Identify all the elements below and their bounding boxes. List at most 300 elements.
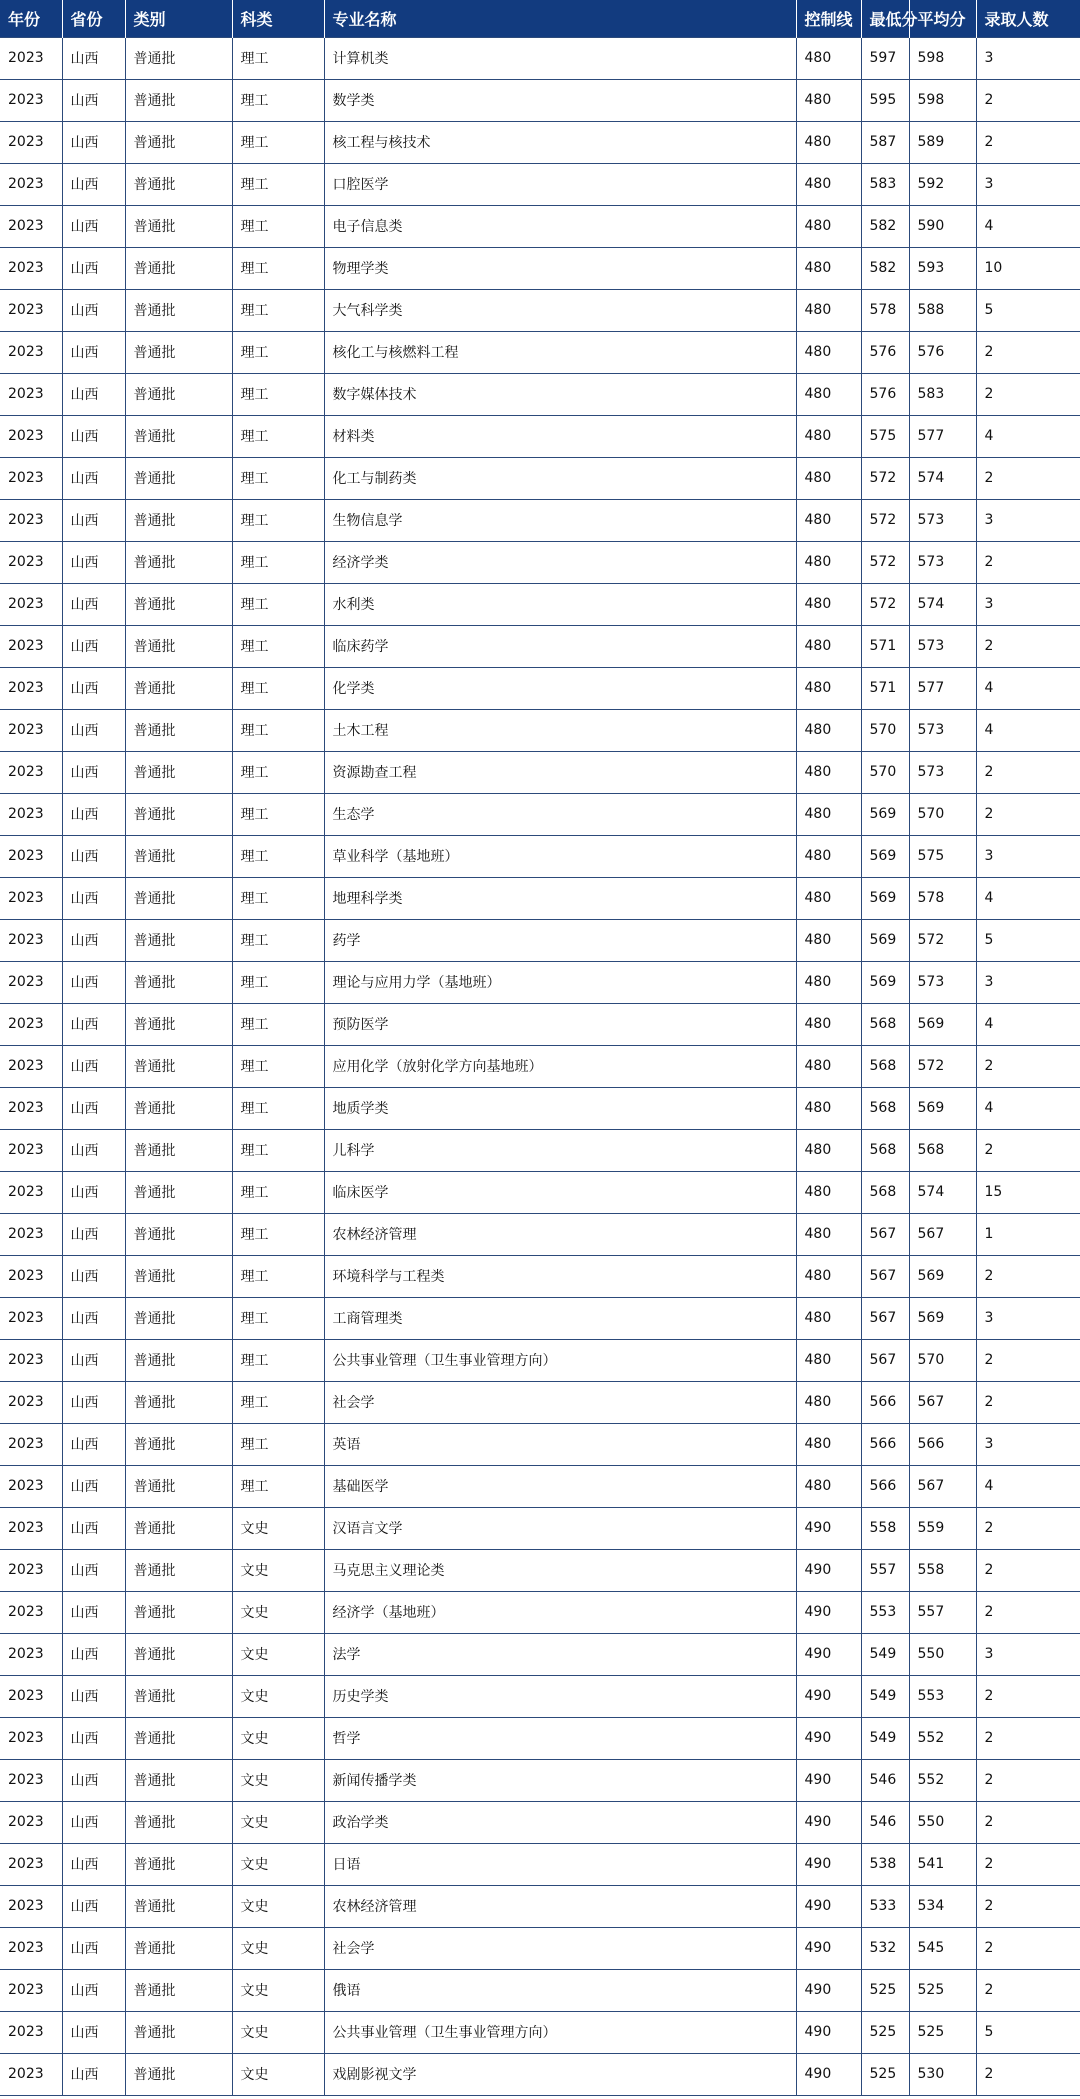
cell-subject-type: 理工 — [232, 163, 324, 205]
cell-year: 2023 — [0, 1633, 62, 1675]
cell-avg-score: 557 — [909, 1591, 976, 1633]
cell-year: 2023 — [0, 1927, 62, 1969]
cell-min-score: 569 — [861, 877, 909, 919]
cell-batch: 普通批 — [125, 1717, 232, 1759]
cell-major-name: 理论与应用力学（基地班） — [324, 961, 796, 1003]
table-row — [0, 1465, 1080, 1507]
cell-min-score: 569 — [861, 919, 909, 961]
cell-control-line: 480 — [796, 583, 861, 625]
header-control-line: 控制线 — [796, 0, 861, 37]
cell-batch: 普通批 — [125, 457, 232, 499]
cell-avg-score: 566 — [909, 1423, 976, 1465]
cell-admitted-count: 5 — [976, 919, 1080, 961]
cell-control-line: 490 — [796, 1759, 861, 1801]
cell-min-score: 566 — [861, 1465, 909, 1507]
table-row — [0, 1717, 1080, 1759]
cell-province: 山西 — [62, 1423, 125, 1465]
cell-admitted-count: 15 — [976, 1171, 1080, 1213]
cell-major-name: 数学类 — [324, 79, 796, 121]
cell-control-line: 490 — [796, 1927, 861, 1969]
cell-province: 山西 — [62, 1255, 125, 1297]
cell-avg-score: 525 — [909, 1969, 976, 2011]
table-row — [0, 1129, 1080, 1171]
cell-admitted-count: 4 — [976, 415, 1080, 457]
table-row — [0, 1045, 1080, 1087]
cell-admitted-count: 2 — [976, 373, 1080, 415]
cell-subject-type: 理工 — [232, 415, 324, 457]
cell-admitted-count: 3 — [976, 163, 1080, 205]
cell-year: 2023 — [0, 1129, 62, 1171]
cell-admitted-count: 2 — [976, 1129, 1080, 1171]
cell-major-name: 药学 — [324, 919, 796, 961]
cell-subject-type: 文史 — [232, 1843, 324, 1885]
cell-year: 2023 — [0, 583, 62, 625]
cell-avg-score: 541 — [909, 1843, 976, 1885]
cell-min-score: 582 — [861, 205, 909, 247]
cell-major-name: 公共事业管理（卫生事业管理方向） — [324, 1339, 796, 1381]
cell-admitted-count: 2 — [976, 1675, 1080, 1717]
cell-subject-type: 理工 — [232, 1003, 324, 1045]
cell-admitted-count: 5 — [976, 2011, 1080, 2053]
cell-year: 2023 — [0, 709, 62, 751]
cell-admitted-count: 2 — [976, 2053, 1080, 2095]
cell-control-line: 480 — [796, 163, 861, 205]
cell-min-score: 568 — [861, 1087, 909, 1129]
cell-avg-score: 590 — [909, 205, 976, 247]
table-row — [0, 247, 1080, 289]
cell-min-score: 576 — [861, 373, 909, 415]
cell-province: 山西 — [62, 835, 125, 877]
cell-batch: 普通批 — [125, 2053, 232, 2095]
cell-year: 2023 — [0, 835, 62, 877]
cell-subject-type: 理工 — [232, 1465, 324, 1507]
cell-subject-type: 理工 — [232, 247, 324, 289]
table-row — [0, 751, 1080, 793]
header-min-score: 最低分 — [861, 0, 909, 37]
table-row — [0, 1423, 1080, 1465]
cell-control-line: 480 — [796, 793, 861, 835]
cell-year: 2023 — [0, 1843, 62, 1885]
table-row — [0, 457, 1080, 499]
cell-province: 山西 — [62, 415, 125, 457]
cell-major-name: 俄语 — [324, 1969, 796, 2011]
table-row — [0, 331, 1080, 373]
cell-avg-score: 550 — [909, 1801, 976, 1843]
cell-avg-score: 567 — [909, 1381, 976, 1423]
cell-batch: 普通批 — [125, 667, 232, 709]
cell-major-name: 核化工与核燃料工程 — [324, 331, 796, 373]
cell-admitted-count: 2 — [976, 457, 1080, 499]
cell-control-line: 480 — [796, 1465, 861, 1507]
cell-year: 2023 — [0, 2011, 62, 2053]
table-row — [0, 667, 1080, 709]
table-row — [0, 415, 1080, 457]
cell-batch: 普通批 — [125, 1129, 232, 1171]
cell-batch: 普通批 — [125, 625, 232, 667]
cell-control-line: 480 — [796, 1381, 861, 1423]
cell-avg-score: 577 — [909, 667, 976, 709]
cell-province: 山西 — [62, 1129, 125, 1171]
cell-subject-type: 文史 — [232, 1675, 324, 1717]
cell-admitted-count: 2 — [976, 1801, 1080, 1843]
table-row — [0, 919, 1080, 961]
cell-province: 山西 — [62, 1717, 125, 1759]
cell-admitted-count: 5 — [976, 289, 1080, 331]
cell-admitted-count: 2 — [976, 1885, 1080, 1927]
table-row — [0, 1255, 1080, 1297]
cell-province: 山西 — [62, 541, 125, 583]
table-row — [0, 1801, 1080, 1843]
cell-subject-type: 理工 — [232, 1045, 324, 1087]
cell-batch: 普通批 — [125, 1255, 232, 1297]
cell-min-score: 567 — [861, 1297, 909, 1339]
cell-avg-score: 569 — [909, 1297, 976, 1339]
cell-admitted-count: 2 — [976, 1381, 1080, 1423]
cell-year: 2023 — [0, 1255, 62, 1297]
cell-admitted-count: 2 — [976, 1339, 1080, 1381]
cell-min-score: 538 — [861, 1843, 909, 1885]
cell-province: 山西 — [62, 121, 125, 163]
cell-control-line: 480 — [796, 1087, 861, 1129]
cell-major-name: 社会学 — [324, 1381, 796, 1423]
cell-avg-score: 575 — [909, 835, 976, 877]
table-row — [0, 961, 1080, 1003]
table-row — [0, 289, 1080, 331]
cell-year: 2023 — [0, 163, 62, 205]
cell-avg-score: 598 — [909, 79, 976, 121]
cell-control-line: 480 — [796, 457, 861, 499]
cell-province: 山西 — [62, 709, 125, 751]
cell-major-name: 临床医学 — [324, 1171, 796, 1213]
cell-avg-score: 525 — [909, 2011, 976, 2053]
table-row — [0, 1381, 1080, 1423]
cell-year: 2023 — [0, 667, 62, 709]
cell-year: 2023 — [0, 919, 62, 961]
cell-year: 2023 — [0, 1675, 62, 1717]
cell-min-score: 569 — [861, 961, 909, 1003]
cell-year: 2023 — [0, 1717, 62, 1759]
cell-control-line: 480 — [796, 877, 861, 919]
cell-batch: 普通批 — [125, 1801, 232, 1843]
cell-avg-score: 558 — [909, 1549, 976, 1591]
cell-province: 山西 — [62, 1759, 125, 1801]
cell-avg-score: 552 — [909, 1717, 976, 1759]
cell-major-name: 汉语言文学 — [324, 1507, 796, 1549]
cell-batch: 普通批 — [125, 1507, 232, 1549]
cell-batch: 普通批 — [125, 1549, 232, 1591]
cell-batch: 普通批 — [125, 163, 232, 205]
cell-admitted-count: 2 — [976, 541, 1080, 583]
cell-subject-type: 文史 — [232, 1927, 324, 1969]
cell-year: 2023 — [0, 415, 62, 457]
cell-major-name: 物理学类 — [324, 247, 796, 289]
cell-subject-type: 理工 — [232, 835, 324, 877]
cell-year: 2023 — [0, 1297, 62, 1339]
cell-batch: 普通批 — [125, 1465, 232, 1507]
cell-admitted-count: 2 — [976, 1717, 1080, 1759]
table-row — [0, 121, 1080, 163]
cell-min-score: 578 — [861, 289, 909, 331]
cell-year: 2023 — [0, 1045, 62, 1087]
cell-batch: 普通批 — [125, 1759, 232, 1801]
cell-avg-score: 574 — [909, 583, 976, 625]
cell-year: 2023 — [0, 1381, 62, 1423]
cell-control-line: 480 — [796, 709, 861, 751]
cell-min-score: 572 — [861, 583, 909, 625]
table-row — [0, 1927, 1080, 1969]
cell-province: 山西 — [62, 1465, 125, 1507]
cell-province: 山西 — [62, 1927, 125, 1969]
cell-control-line: 480 — [796, 1003, 861, 1045]
cell-subject-type: 理工 — [232, 541, 324, 583]
cell-batch: 普通批 — [125, 331, 232, 373]
cell-year: 2023 — [0, 793, 62, 835]
cell-province: 山西 — [62, 289, 125, 331]
cell-min-score: 525 — [861, 1969, 909, 2011]
cell-admitted-count: 2 — [976, 1927, 1080, 1969]
cell-subject-type: 理工 — [232, 751, 324, 793]
cell-avg-score: 578 — [909, 877, 976, 919]
header-major-name: 专业名称 — [324, 0, 796, 37]
cell-major-name: 化学类 — [324, 667, 796, 709]
cell-admitted-count: 1 — [976, 1213, 1080, 1255]
cell-avg-score: 550 — [909, 1633, 976, 1675]
cell-admitted-count: 2 — [976, 1255, 1080, 1297]
cell-control-line: 480 — [796, 625, 861, 667]
table-row — [0, 583, 1080, 625]
cell-major-name: 哲学 — [324, 1717, 796, 1759]
cell-subject-type: 文史 — [232, 1885, 324, 1927]
cell-major-name: 水利类 — [324, 583, 796, 625]
cell-year: 2023 — [0, 961, 62, 1003]
cell-province: 山西 — [62, 877, 125, 919]
cell-control-line: 490 — [796, 1675, 861, 1717]
cell-batch: 普通批 — [125, 1633, 232, 1675]
header-subject-type: 科类 — [232, 0, 324, 37]
cell-province: 山西 — [62, 1675, 125, 1717]
cell-batch: 普通批 — [125, 793, 232, 835]
cell-admitted-count: 2 — [976, 1759, 1080, 1801]
table-row — [0, 1759, 1080, 1801]
table-row — [0, 1549, 1080, 1591]
table-row — [0, 1843, 1080, 1885]
table-row — [0, 625, 1080, 667]
cell-avg-score: 593 — [909, 247, 976, 289]
cell-min-score: 549 — [861, 1717, 909, 1759]
cell-control-line: 480 — [796, 961, 861, 1003]
cell-control-line: 480 — [796, 205, 861, 247]
cell-batch: 普通批 — [125, 121, 232, 163]
cell-batch: 普通批 — [125, 37, 232, 79]
cell-batch: 普通批 — [125, 1675, 232, 1717]
cell-min-score: 525 — [861, 2011, 909, 2053]
cell-year: 2023 — [0, 1969, 62, 2011]
cell-year: 2023 — [0, 1087, 62, 1129]
cell-major-name: 生态学 — [324, 793, 796, 835]
cell-batch: 普通批 — [125, 541, 232, 583]
cell-control-line: 480 — [796, 247, 861, 289]
cell-major-name: 日语 — [324, 1843, 796, 1885]
cell-avg-score: 572 — [909, 1045, 976, 1087]
cell-province: 山西 — [62, 1339, 125, 1381]
cell-admitted-count: 2 — [976, 121, 1080, 163]
cell-avg-score: 577 — [909, 415, 976, 457]
cell-batch: 普通批 — [125, 1843, 232, 1885]
cell-major-name: 材料类 — [324, 415, 796, 457]
cell-admitted-count: 3 — [976, 1423, 1080, 1465]
cell-avg-score: 545 — [909, 1927, 976, 1969]
table-row — [0, 205, 1080, 247]
cell-avg-score: 572 — [909, 919, 976, 961]
cell-control-line: 490 — [796, 1717, 861, 1759]
cell-year: 2023 — [0, 373, 62, 415]
cell-batch: 普通批 — [125, 79, 232, 121]
cell-batch: 普通批 — [125, 961, 232, 1003]
cell-year: 2023 — [0, 247, 62, 289]
cell-batch: 普通批 — [125, 499, 232, 541]
cell-control-line: 480 — [796, 373, 861, 415]
cell-year: 2023 — [0, 877, 62, 919]
cell-avg-score: 569 — [909, 1255, 976, 1297]
cell-subject-type: 文史 — [232, 1801, 324, 1843]
cell-min-score: 553 — [861, 1591, 909, 1633]
cell-province: 山西 — [62, 961, 125, 1003]
cell-subject-type: 理工 — [232, 1381, 324, 1423]
cell-avg-score: 576 — [909, 331, 976, 373]
cell-batch: 普通批 — [125, 289, 232, 331]
cell-avg-score: 530 — [909, 2053, 976, 2095]
cell-control-line: 490 — [796, 1801, 861, 1843]
cell-min-score: 549 — [861, 1633, 909, 1675]
cell-major-name: 马克思主义理论类 — [324, 1549, 796, 1591]
cell-avg-score: 534 — [909, 1885, 976, 1927]
cell-major-name: 临床药学 — [324, 625, 796, 667]
table-row — [0, 1087, 1080, 1129]
cell-min-score: 572 — [861, 541, 909, 583]
cell-major-name: 资源勘查工程 — [324, 751, 796, 793]
cell-major-name: 数字媒体技术 — [324, 373, 796, 415]
cell-batch: 普通批 — [125, 1423, 232, 1465]
cell-province: 山西 — [62, 1633, 125, 1675]
table-row — [0, 1591, 1080, 1633]
table-row — [0, 37, 1080, 79]
cell-major-name: 预防医学 — [324, 1003, 796, 1045]
cell-subject-type: 文史 — [232, 2011, 324, 2053]
table-row — [0, 1969, 1080, 2011]
table-row — [0, 709, 1080, 751]
cell-admitted-count: 2 — [976, 331, 1080, 373]
table-row — [0, 373, 1080, 415]
cell-batch: 普通批 — [125, 415, 232, 457]
cell-year: 2023 — [0, 1171, 62, 1213]
cell-subject-type: 理工 — [232, 37, 324, 79]
cell-subject-type: 理工 — [232, 583, 324, 625]
cell-batch: 普通批 — [125, 1171, 232, 1213]
cell-subject-type: 理工 — [232, 289, 324, 331]
cell-province: 山西 — [62, 1087, 125, 1129]
cell-admitted-count: 2 — [976, 1591, 1080, 1633]
cell-min-score: 568 — [861, 1003, 909, 1045]
cell-subject-type: 文史 — [232, 1633, 324, 1675]
cell-admitted-count: 4 — [976, 1087, 1080, 1129]
cell-year: 2023 — [0, 457, 62, 499]
cell-control-line: 480 — [796, 79, 861, 121]
cell-min-score: 568 — [861, 1171, 909, 1213]
cell-major-name: 大气科学类 — [324, 289, 796, 331]
cell-min-score: 570 — [861, 709, 909, 751]
table-row — [0, 2011, 1080, 2053]
cell-province: 山西 — [62, 625, 125, 667]
cell-major-name: 环境科学与工程类 — [324, 1255, 796, 1297]
table-row — [0, 1171, 1080, 1213]
cell-province: 山西 — [62, 1969, 125, 2011]
cell-admitted-count: 2 — [976, 1045, 1080, 1087]
cell-subject-type: 理工 — [232, 373, 324, 415]
cell-avg-score: 598 — [909, 37, 976, 79]
cell-control-line: 480 — [796, 1297, 861, 1339]
cell-subject-type: 理工 — [232, 961, 324, 1003]
header-row — [0, 0, 1080, 37]
cell-admitted-count: 3 — [976, 961, 1080, 1003]
header-batch: 类别 — [125, 0, 232, 37]
cell-major-name: 化工与制药类 — [324, 457, 796, 499]
cell-year: 2023 — [0, 331, 62, 373]
cell-admitted-count: 2 — [976, 1549, 1080, 1591]
cell-province: 山西 — [62, 2011, 125, 2053]
table-row — [0, 541, 1080, 583]
cell-major-name: 儿科学 — [324, 1129, 796, 1171]
cell-avg-score: 569 — [909, 1003, 976, 1045]
cell-province: 山西 — [62, 1591, 125, 1633]
cell-province: 山西 — [62, 1213, 125, 1255]
cell-avg-score: 570 — [909, 1339, 976, 1381]
cell-province: 山西 — [62, 793, 125, 835]
cell-subject-type: 理工 — [232, 457, 324, 499]
cell-province: 山西 — [62, 667, 125, 709]
cell-batch: 普通批 — [125, 1591, 232, 1633]
table-row — [0, 1003, 1080, 1045]
cell-subject-type: 文史 — [232, 1591, 324, 1633]
cell-subject-type: 文史 — [232, 1969, 324, 2011]
cell-control-line: 480 — [796, 541, 861, 583]
cell-control-line: 480 — [796, 37, 861, 79]
cell-batch: 普通批 — [125, 919, 232, 961]
cell-admitted-count: 4 — [976, 877, 1080, 919]
cell-batch: 普通批 — [125, 1339, 232, 1381]
cell-subject-type: 理工 — [232, 1423, 324, 1465]
cell-subject-type: 理工 — [232, 121, 324, 163]
cell-control-line: 480 — [796, 415, 861, 457]
cell-avg-score: 583 — [909, 373, 976, 415]
table-row — [0, 163, 1080, 205]
cell-min-score: 583 — [861, 163, 909, 205]
cell-major-name: 历史学类 — [324, 1675, 796, 1717]
cell-min-score: 567 — [861, 1213, 909, 1255]
cell-major-name: 法学 — [324, 1633, 796, 1675]
cell-year: 2023 — [0, 499, 62, 541]
cell-min-score: 576 — [861, 331, 909, 373]
cell-province: 山西 — [62, 1171, 125, 1213]
cell-min-score: 597 — [861, 37, 909, 79]
cell-year: 2023 — [0, 205, 62, 247]
cell-control-line: 480 — [796, 1339, 861, 1381]
cell-avg-score: 574 — [909, 1171, 976, 1213]
cell-year: 2023 — [0, 1213, 62, 1255]
cell-min-score: 571 — [861, 667, 909, 709]
cell-province: 山西 — [62, 2053, 125, 2095]
cell-subject-type: 文史 — [232, 1507, 324, 1549]
table-row — [0, 79, 1080, 121]
